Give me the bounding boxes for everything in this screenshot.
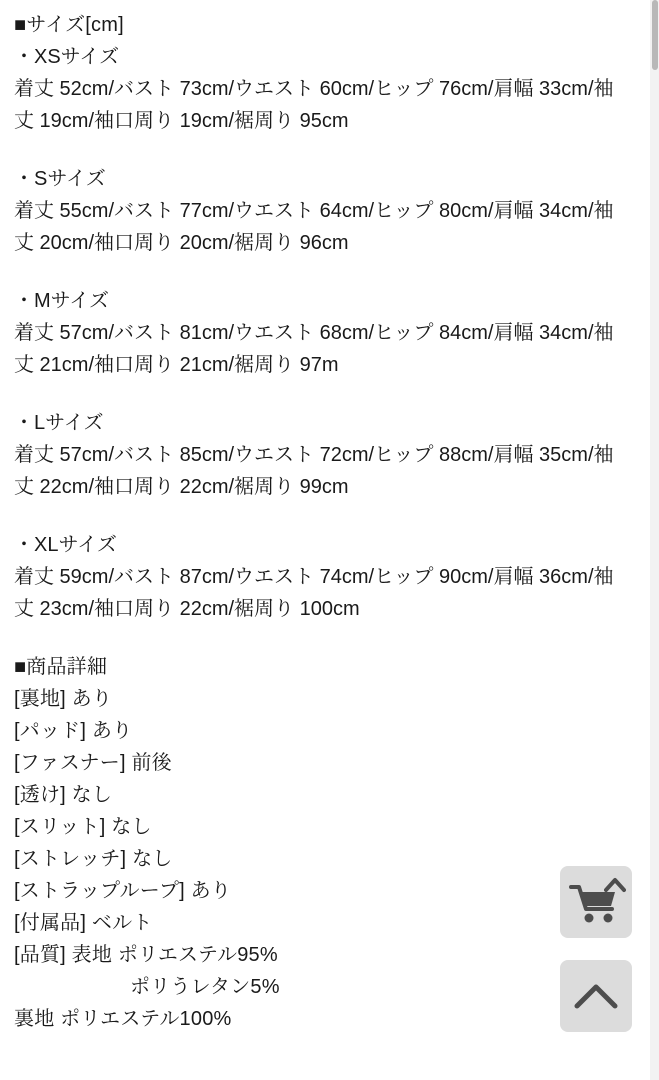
size-measures: 着丈 52cm/バスト 73cm/ウエスト 60cm/ヒップ 76cm/肩幅 33cm/袖丈 19cm/袖口周り 19cm/裾周り 95cm bbox=[14, 78, 614, 132]
detail-item-lining-material: 裏地 ポリエステル100% bbox=[14, 1008, 232, 1030]
size-block-s bbox=[14, 163, 623, 259]
detail-item-quality: [品質] 表地 ポリエステル95% bbox=[14, 944, 278, 966]
cart-icon bbox=[568, 879, 624, 925]
detail-item-stretch: [ストレッチ] なし bbox=[14, 848, 173, 870]
size-label: ・Mサイズ bbox=[14, 290, 110, 312]
size-block-xl bbox=[14, 529, 623, 625]
detail-item-lining: [裏地] あり bbox=[14, 688, 113, 710]
detail-item-quality-continued: ポリうレタン5% bbox=[130, 976, 280, 998]
size-label: ・Sサイズ bbox=[14, 168, 106, 190]
detail-item-sheerness: [透け] なし bbox=[14, 784, 113, 806]
vertical-scrollbar[interactable] bbox=[650, 0, 659, 1080]
scrollbar-thumb[interactable] bbox=[652, 0, 658, 70]
size-label: ・Lサイズ bbox=[14, 412, 104, 434]
detail-item-pad: [パッド] あり bbox=[14, 720, 133, 742]
size-measures: 着丈 59cm/バスト 87cm/ウエスト 74cm/ヒップ 90cm/肩幅 36cm/袖丈 23cm/袖口周り 22cm/裾周り 100cm bbox=[14, 566, 614, 620]
size-section-heading: ■サイズ[cm] bbox=[14, 14, 124, 36]
detail-item-strap-loop: [ストラップループ] あり bbox=[14, 880, 232, 902]
detail-item-slit: [スリット] なし bbox=[14, 816, 152, 838]
size-block-xs bbox=[14, 41, 623, 137]
size-block-l bbox=[14, 407, 623, 503]
cart-button[interactable] bbox=[560, 866, 632, 938]
cart-up-arrow-icon bbox=[604, 877, 626, 893]
size-block-m bbox=[14, 285, 623, 381]
scroll-to-top-button[interactable] bbox=[560, 960, 632, 1032]
detail-item-accessory: [付属品] ベルト bbox=[14, 912, 153, 934]
size-label: ・XSサイズ bbox=[14, 46, 120, 68]
size-measures: 着丈 57cm/バスト 85cm/ウエスト 72cm/ヒップ 88cm/肩幅 35cm/袖丈 22cm/袖口周り 22cm/裾周り 99cm bbox=[14, 444, 614, 498]
size-measures: 着丈 55cm/バスト 77cm/ウエスト 64cm/ヒップ 80cm/肩幅 34cm/袖丈 20cm/袖口周り 20cm/裾周り 96cm bbox=[14, 200, 614, 254]
chevron-up-icon bbox=[574, 982, 618, 1010]
size-label: ・XLサイズ bbox=[14, 534, 117, 556]
size-section bbox=[14, 9, 623, 625]
product-detail-section bbox=[14, 651, 623, 1035]
detail-item-zipper: [ファスナー] 前後 bbox=[14, 752, 172, 774]
size-measures: 着丈 57cm/バスト 81cm/ウエスト 68cm/ヒップ 84cm/肩幅 34cm/袖丈 21cm/袖口周り 21cm/裾周り 97m bbox=[14, 322, 614, 376]
detail-section-heading: ■商品詳細 bbox=[14, 656, 108, 678]
